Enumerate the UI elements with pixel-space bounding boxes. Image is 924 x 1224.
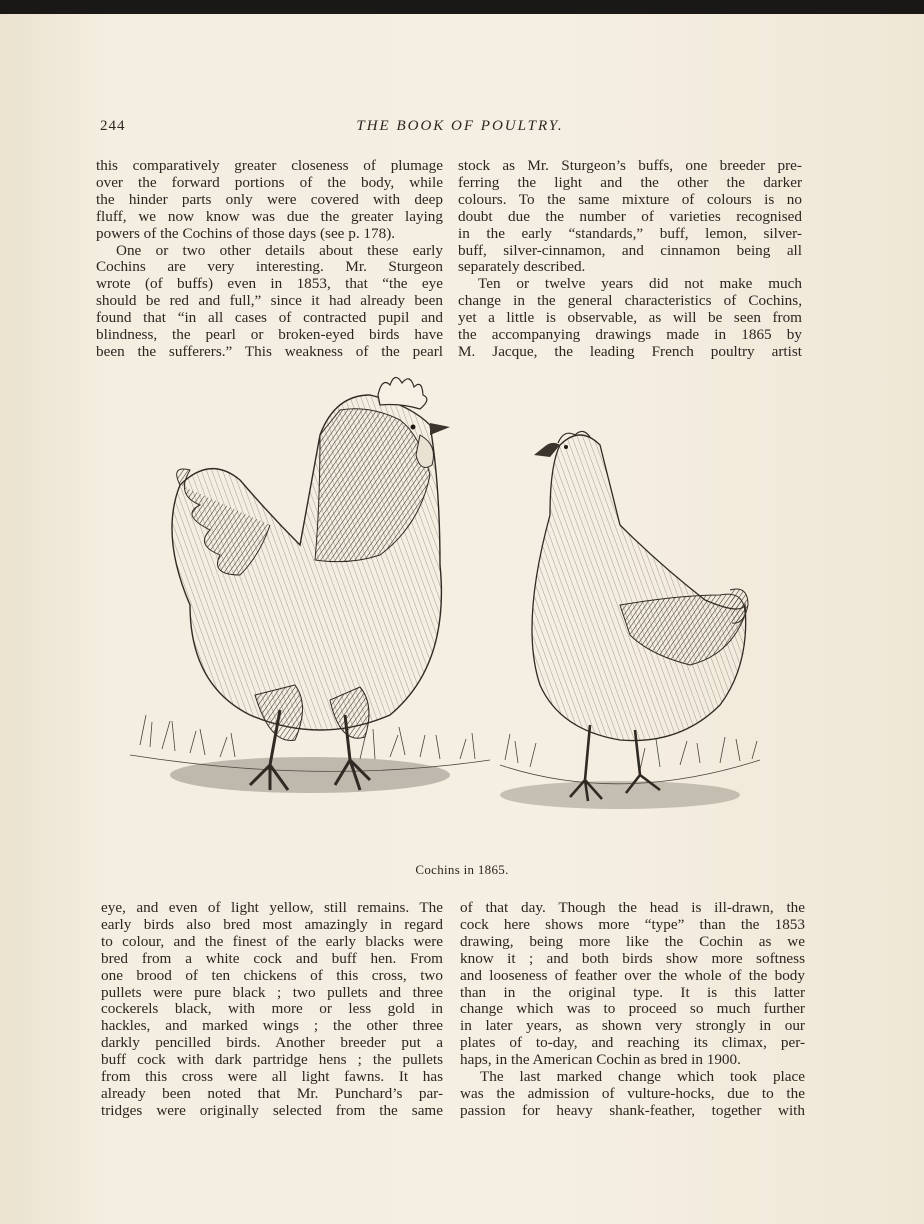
text-line: cockerels black, with more or less gold in	[101, 1000, 443, 1018]
text-line: early birds also bred most amazingly in regard	[101, 915, 443, 933]
text-line: of that day. Though the head is ill-drawn, the	[460, 899, 805, 916]
text-line: should be red and full,” since it had already been	[96, 292, 443, 310]
text-line: doubt due the number of varieties recognised	[458, 207, 802, 225]
scan-top-edge	[0, 0, 924, 14]
text-line: know it ; and both birds show more softness	[460, 949, 805, 967]
text-line: to colour, and the finest of the early blacks were	[101, 932, 443, 950]
text-line: in the early “standards,” buff, lemon, silver-	[458, 224, 802, 242]
text-line: and looseness of feather over the whole of the body	[460, 966, 805, 984]
cock-shadow	[170, 757, 450, 793]
text-line: cock here shows more “type” than the 1853	[460, 915, 805, 933]
text-line: one brood of ten chickens of this cross, two	[101, 966, 443, 984]
text-line: plates of to-day, and reaching its climax, per-	[460, 1034, 805, 1052]
column-bottom-left	[101, 900, 443, 1120]
column-top-right	[458, 158, 802, 361]
text-line: change which was to proceed so much further	[460, 1000, 805, 1018]
text-line: change in the general characteristics of Cochins,	[458, 292, 802, 310]
text-line: ferring the light and the other the darker	[458, 173, 802, 191]
text-line: hackles, and marked wings ; the other three	[101, 1017, 443, 1035]
text-line: been the sufferers.” This weakness of the pearl	[96, 342, 443, 360]
page-number: 244	[100, 118, 126, 134]
text-line: pullets were pure black ; two pullets and three	[101, 983, 443, 1001]
text-line: buff cock with dark partridge hens ; the pullets	[101, 1051, 443, 1069]
hen-shadow	[500, 781, 740, 809]
text-line: colours. To the same mixture of colours is no	[458, 190, 802, 208]
text-line: already been noted that Mr. Punchard’s par-	[101, 1084, 443, 1102]
text-line: from this cross were all light fawns. It has	[101, 1068, 443, 1086]
text-line: this comparatively greater closeness of plumage	[96, 157, 443, 174]
text-line: fluff, we now know was due the greater laying	[96, 207, 443, 225]
text-line: Cochins are very interesting. Mr. Sturgeon	[96, 258, 443, 276]
text-line: stock as Mr. Sturgeon’s buffs, one breeder pre-	[458, 157, 802, 174]
text-line: One or two other details about these early	[116, 241, 443, 259]
text-line: wrote (of buffs) even in 1853, that “the eye	[96, 275, 443, 293]
hen-illustration	[532, 431, 748, 801]
text-line: blindness, the pearl or broken-eyed birds have	[96, 326, 443, 344]
column-bottom-right	[460, 900, 805, 1120]
text-line: drawing, being more like the Cochin as we	[460, 932, 805, 950]
text-line: bred from a white cock and buff hen. From	[101, 949, 443, 967]
text-line: yet a little is observable, as will be seen from	[458, 309, 802, 327]
text-line: over the forward portions of the body, while	[96, 173, 443, 191]
text-line: tridges were originally selected from the same	[101, 1101, 443, 1119]
text-line: darkly pencilled birds. Another breeder put a	[101, 1034, 443, 1052]
text-line: than in the original type. It is this latter	[460, 983, 805, 1001]
text-line: separately described.	[458, 258, 586, 276]
page-header	[100, 118, 820, 142]
text-line: the accompanying drawings made in 1865 by	[458, 326, 802, 344]
text-line: haps, in the American Cochin as bred in 1900.	[460, 1051, 741, 1069]
text-line: powers of the Cochins of those days (see p. 178).	[96, 224, 396, 242]
text-line: in later years, as shown very strongly in our	[460, 1017, 805, 1035]
text-line: The last marked change which took place	[480, 1068, 805, 1086]
column-top-left	[96, 158, 443, 361]
cochins-engraving	[120, 365, 780, 865]
text-line: eye, and even of light yellow, still remains. The	[101, 899, 443, 916]
cock-illustration	[172, 377, 450, 790]
text-line: the hinder parts only were covered with deep	[96, 190, 443, 208]
text-line: buff, silver-cinnamon, and cinnamon being all	[458, 241, 802, 259]
text-line: Ten or twelve years did not make much	[478, 275, 802, 293]
text-line: passion for heavy shank-feather, together with	[460, 1101, 805, 1119]
figure-caption: Cochins in 1865.	[415, 862, 509, 877]
text-line: M. Jacque, the leading French poultry artist	[458, 342, 802, 360]
text-line: found that “in all cases of contracted pupil and	[96, 309, 443, 327]
running-title: THE BOOK OF POULTRY.	[356, 118, 564, 134]
text-line: was the admission of vulture-hocks, due to the	[460, 1084, 805, 1102]
